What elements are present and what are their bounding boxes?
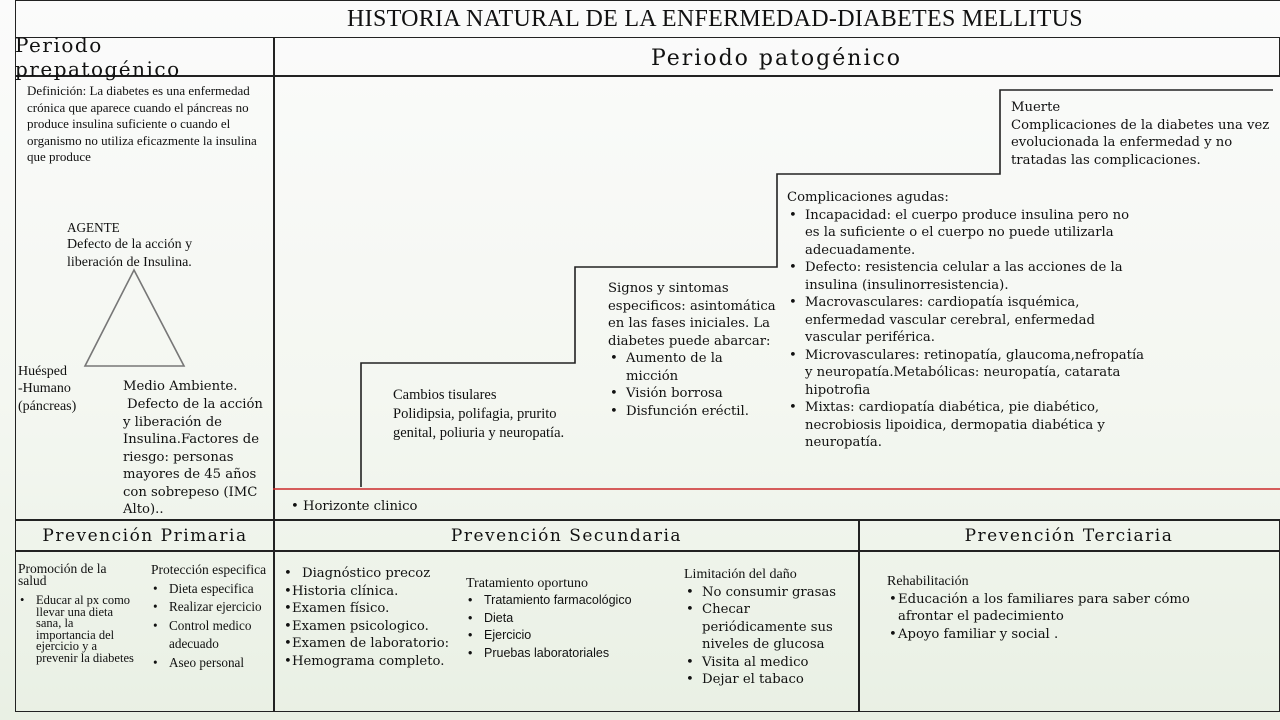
list-item: • No consumir grasas <box>684 584 858 602</box>
list-item: • Defecto: resistencia celular a las acciones de la insulina (insulinorresistencia). <box>787 259 1147 294</box>
timely-treatment-title: Tratamiento oportuno <box>466 576 588 591</box>
pathogenic-header: Periodo patogénico <box>650 45 903 71</box>
step-tissue-changes <box>393 386 568 443</box>
list-item: • Visita al medico <box>684 654 858 672</box>
specific-protection-title: Protección especifica <box>151 562 267 577</box>
list-item: • Aumento de la micción <box>608 350 776 385</box>
list-item: • Macrovasculares: cardiopatía isquémica, enfermedad vascular cerebral, enfermedad vascular periférica. <box>787 294 1147 347</box>
list-item: • Dieta <box>466 610 666 628</box>
damage-limitation-title: Limitación del daño <box>684 567 797 582</box>
step-death <box>1011 99 1273 169</box>
list-item: • Microvasculares: retinopatía, glaucoma,nefropatía y neuropatía.Metabólicas: neuropatía, catarata hipotrofia <box>787 347 1147 400</box>
list-item: • Historia clínica. <box>282 583 452 601</box>
rehabilitation <box>887 573 1217 643</box>
list-item: • Examen de laboratorio: <box>282 635 452 653</box>
epidemiological-triad-triangle <box>80 268 190 368</box>
definition-text: Definición: La diabetes es una enfermedad crónica que aparece cuando el páncreas no produce insulina suficiente o cuando el organismo no utiliza eficazmente la insulina que produce <box>27 83 257 164</box>
list-item: • Apoyo familiar y social . <box>887 626 1217 644</box>
signs-symptoms-list <box>608 350 776 420</box>
death-title: Muerte <box>1011 100 1061 115</box>
host-label: Huésped <box>18 364 67 379</box>
step-signs-symptoms <box>608 280 776 420</box>
early-diagnosis <box>282 565 452 670</box>
list-item: • Aseo personal <box>151 654 273 673</box>
list-item: • Incapacidad: el cuerpo produce insulina pero no es la suficiente o el cuerpo no puede utilizarla adecuadamente. <box>787 207 1147 260</box>
damage-limitation-list <box>684 584 858 689</box>
list-item: • Examen físico. <box>282 600 452 618</box>
step-acute-complications <box>787 189 1147 452</box>
specific-protection <box>151 564 273 672</box>
health-promotion-list <box>18 595 136 665</box>
list-item: • Visión borrosa <box>608 385 776 403</box>
list-item: • Checar periódicamente sus niveles de glucosa <box>684 601 858 654</box>
prepatogenic-header: Periodo prepatogénico <box>15 33 181 81</box>
health-promotion-title: Promoción de la salud <box>18 561 107 588</box>
list-item: • Educar al px como llevar una dieta sana, la importancia del ejercicio y a prevenir la diabetes <box>18 595 136 665</box>
health-promotion <box>18 563 136 665</box>
list-item: • Mixtas: cardiopatía diabética, pie diabético, necrobiosis lipoidica, dermopatia diabética y neuropatía. <box>787 399 1147 452</box>
acute-complications-list <box>787 207 1147 452</box>
specific-protection-list <box>151 580 273 673</box>
signs-symptoms-intro: Signos y sintomas especificos: asintomática en las fases iniciales. La diabetes puede abarcar: <box>608 281 776 349</box>
environment-label: Medio Ambiente. <box>123 379 238 394</box>
list-item: • Dieta especifica <box>151 580 273 599</box>
title-top-border <box>15 0 1280 1</box>
acute-complications-title: Complicaciones agudas: <box>787 190 949 205</box>
secondary-prevention-header: Prevención Secundaria <box>450 526 683 546</box>
list-item: • Dejar el tabaco <box>684 671 858 689</box>
death-text: Complicaciones de la diabetes una vez evolucionada la enfermedad y no tratadas las complicaciones. <box>1011 117 1270 168</box>
list-item: • Pruebas laboratoriales <box>466 645 666 663</box>
treatment-list <box>466 592 666 662</box>
list-item: • Ejercicio <box>466 627 666 645</box>
list-item: • Disfunción eréctil. <box>608 403 776 421</box>
page-title: HISTORIA NATURAL DE LA ENFERMEDAD-DIABETES MELLITUS <box>347 5 1083 32</box>
rehabilitation-list <box>887 591 1217 644</box>
clinical-horizon-label: • Horizonte clinico <box>291 499 418 514</box>
damage-limitation <box>684 566 858 689</box>
agent-label: AGENTE <box>67 220 120 235</box>
timely-treatment <box>466 575 666 662</box>
list-item: • Control medico adecuado <box>151 617 273 654</box>
environment-text: Defecto de la acción y liberación de Insulina.Factores de riesgo: personas mayores de 45 años con sobrepeso (IMC Alto).. <box>123 397 263 517</box>
tissue-changes-title: Cambios tisulares <box>393 387 497 403</box>
rehabilitation-title: Rehabilitación <box>887 574 969 589</box>
list-item: • Diagnóstico precoz <box>282 565 452 583</box>
tertiary-prevention-header: Prevención Terciaria <box>964 526 1174 546</box>
bullet-icon: • <box>291 499 303 514</box>
list-item: • Realizar ejercicio <box>151 598 273 617</box>
list-item: • Hemograma completo. <box>282 653 452 671</box>
list-item: • Examen psicologico. <box>282 618 452 636</box>
diagnosis-list <box>282 565 452 670</box>
tissue-changes-text: Polidipsia, polifagia, prurito genital, poliuria y neuropatía. <box>393 406 565 441</box>
list-item: • Tratamiento farmacológico <box>466 592 666 610</box>
primary-prevention-header: Prevención Primaria <box>42 526 248 546</box>
list-item: • Educación a los familiares para saber cómo afrontar el padecimiento <box>887 591 1217 626</box>
agent-text: Defecto de la acción y liberación de Insulina. <box>67 237 193 270</box>
host-text: -Humano (páncreas) <box>18 381 77 414</box>
